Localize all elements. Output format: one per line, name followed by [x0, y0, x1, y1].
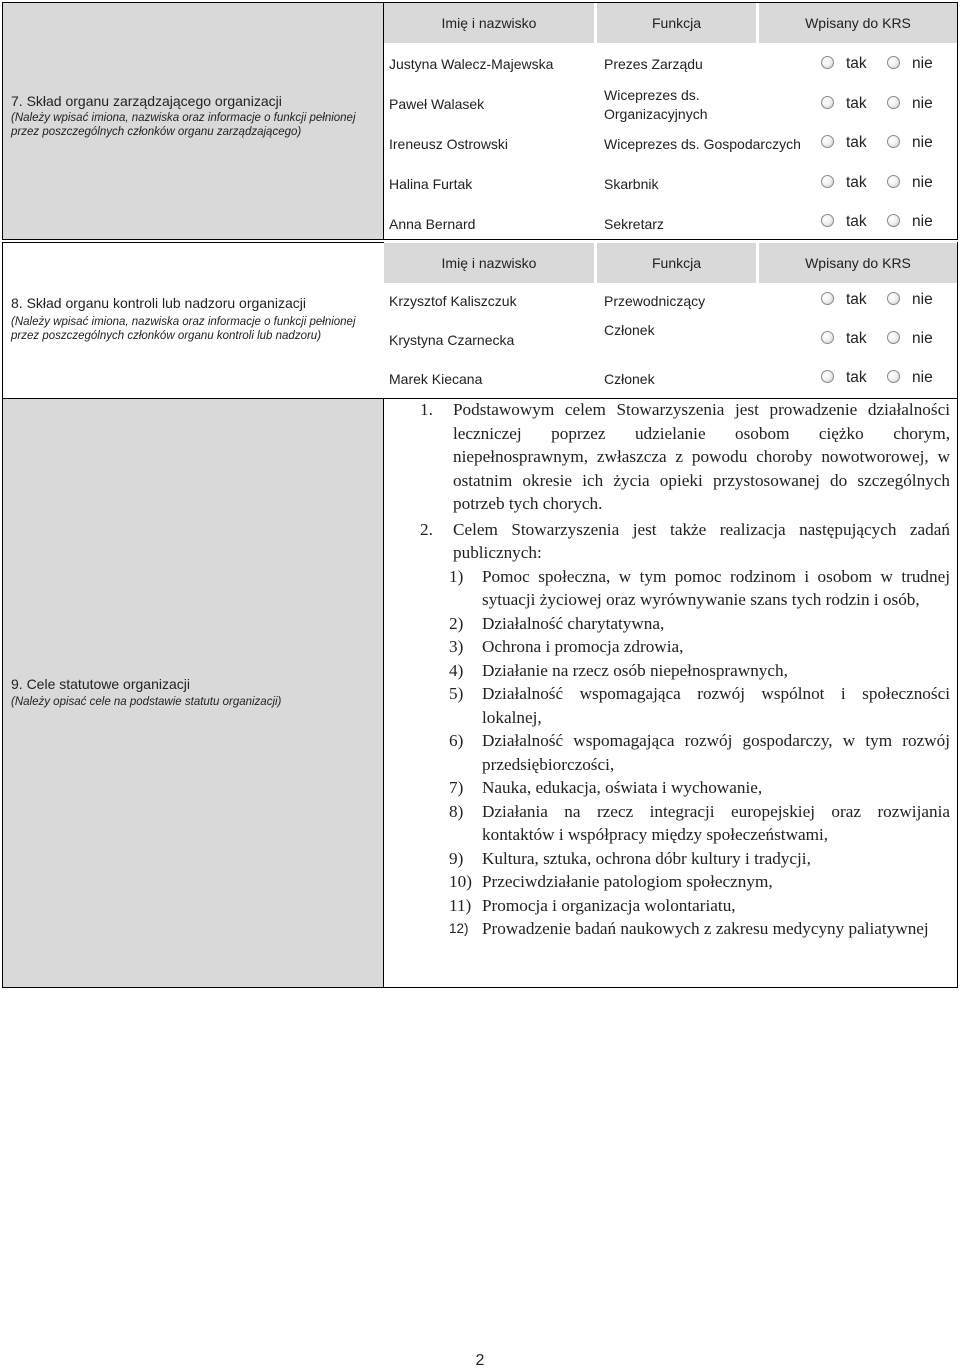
s7-row1-tak-label: tak: [846, 55, 867, 72]
list-item-text: Działalność wspomagająca rozwój wspólnot i społeczności lokalnej,: [482, 684, 950, 727]
s8-row2-tak-label: tak: [846, 330, 867, 347]
section8-header-krs: Wpisany do KRS: [759, 243, 957, 283]
s7-row2-function-line2: Organizacyjnych: [604, 106, 708, 122]
s7-row1-function: Prezes Zarządu: [604, 56, 703, 72]
s7-row3-function: Wiceprezes ds. Gospodarczych: [604, 136, 801, 152]
list-item-text: Prowadzenie badań naukowych z zakresu medycyny paliatywnej: [482, 919, 929, 938]
s8-row2-nie-radio[interactable]: [887, 331, 900, 344]
list-item: [420, 847, 950, 871]
s7-row4-tak-label: tak: [846, 174, 867, 191]
s7-row2-nie-label: nie: [912, 95, 933, 112]
s7-row1-tak-radio[interactable]: [821, 56, 834, 69]
list-item-number: 10): [449, 872, 472, 891]
section7-header-function: Funkcja: [597, 3, 757, 43]
s8-row3-name: Marek Kiecana: [389, 371, 483, 387]
section9-note: (Należy opisać cele na podstawie statutu organizacji): [11, 696, 282, 708]
s7-row5-function: Sekretarz: [604, 216, 664, 232]
s8-row1-tak-radio[interactable]: [821, 292, 834, 305]
s8-row3-function: Członek: [604, 371, 655, 387]
s8-row1-function: Przewodniczący: [604, 293, 706, 309]
s7-row5-nie-radio[interactable]: [887, 214, 900, 227]
list-item-number: 3): [449, 637, 464, 656]
s7-row5-tak-label: tak: [846, 213, 867, 230]
list-item-number: 1): [449, 566, 464, 586]
s7-row2-name: Paweł Walasek: [389, 96, 485, 112]
list-item: [420, 659, 950, 683]
section7-title: 7. Skład organu zarządzającego organizacji: [11, 93, 282, 109]
list-item-text: Nauka, edukacja, oświata i wychowanie,: [482, 778, 763, 797]
section8-label-panel: [2, 242, 384, 398]
s8-row2-tak-radio[interactable]: [821, 331, 834, 344]
section8-header-name: Imię i nazwisko: [384, 243, 595, 283]
s7-row1-nie-label: nie: [912, 55, 933, 72]
goal-paragraph-number: 1.: [420, 400, 433, 419]
s8-row3-nie-label: nie: [912, 369, 933, 386]
s8-row1-nie-radio[interactable]: [887, 292, 900, 305]
s8-row2-nie-label: nie: [912, 330, 933, 347]
s7-row3-name: Ireneusz Ostrowski: [389, 136, 509, 152]
section9-title: 9. Cele statutowe organizacji: [11, 676, 190, 692]
page-number: 2: [475, 1352, 485, 1369]
s8-row2-function: Członek: [604, 322, 655, 338]
list-item: [420, 894, 950, 918]
section8-title: 8. Skład organu kontroli lub nadzoru organizacji: [11, 295, 306, 311]
s7-row1-nie-radio[interactable]: [887, 56, 900, 69]
s8-row1-nie-label: nie: [912, 291, 933, 308]
section7-note: (Należy wpisać imiona, nazwiska oraz informacje o funkcji pełnionej przez poszczególnych członków organu zarządzającego): [11, 112, 356, 138]
goal-paragraph-number: 2.: [420, 519, 433, 539]
section8-note: (Należy wpisać imiona, nazwiska oraz informacje o funkcji pełnionej przez poszczególnych członków organu kontroli lub nadzoru): [11, 316, 356, 342]
list-item-text: Działania na rzecz integracji europejskiej oraz rozwijania kontaktów i współpracy między społeczeństwami,: [482, 801, 950, 844]
s7-row4-nie-radio[interactable]: [887, 175, 900, 188]
list-item-number: 4): [449, 660, 464, 680]
section7-label-panel: [2, 2, 384, 240]
list-item: [420, 870, 950, 894]
s7-row4-function: Skarbnik: [604, 176, 659, 192]
list-item: [420, 917, 950, 941]
list-item: [420, 800, 950, 847]
statutory-goals: [420, 398, 950, 941]
s7-row4-nie-label: nie: [912, 174, 933, 191]
list-item: [420, 682, 950, 729]
s8-row2-name: Krystyna Czarnecka: [389, 332, 515, 348]
section8-right-border: [957, 242, 958, 398]
list-item-number: 9): [449, 848, 464, 868]
s7-row5-name: Anna Bernard: [389, 216, 476, 232]
s8-row3-tak-radio[interactable]: [821, 370, 834, 383]
list-item: [420, 612, 950, 636]
list-item: [420, 729, 950, 776]
section7-header-krs: Wpisany do KRS: [759, 3, 957, 43]
list-item: [420, 635, 950, 659]
goal-paragraph-text: Celem Stowarzyszenia jest także realizacja następujących zadań publicznych:: [453, 519, 950, 562]
s7-row4-name: Halina Furtak: [389, 176, 473, 192]
s8-row3-nie-radio[interactable]: [887, 370, 900, 383]
list-item-number: 8): [449, 801, 464, 821]
section7-header-name: Imię i nazwisko: [384, 3, 595, 43]
s8-row1-tak-label: tak: [846, 291, 867, 308]
s7-row2-nie-radio[interactable]: [887, 96, 900, 109]
s7-row2-tak-label: tak: [846, 95, 867, 112]
list-item: [420, 565, 950, 612]
s8-row1-name: Krzysztof Kaliszczuk: [389, 293, 517, 309]
list-item-number: 6): [449, 731, 464, 750]
s8-row3-tak-label: tak: [846, 369, 867, 386]
list-item-number: 12): [449, 921, 469, 936]
list-item-text: Pomoc społeczna, w tym pomoc rodzinom i osobom w trudnej sytuacji życiowej oraz wyrównywanie szans tych rodzin i osób,: [482, 566, 950, 609]
s7-row3-nie-label: nie: [912, 134, 933, 151]
list-item-number: 5): [449, 684, 464, 703]
goal-paragraph-1: [420, 398, 950, 516]
s7-row5-nie-label: nie: [912, 213, 933, 230]
s7-row1-name: Justyna Walecz-Majewska: [389, 56, 554, 72]
list-item-text: Przeciwdziałanie patologiom społecznym,: [482, 872, 773, 891]
s7-row4-tak-radio[interactable]: [821, 175, 834, 188]
list-item-text: Działalność wspomagająca rozwój gospodarczy, w tym rozwój przedsiębiorczości,: [482, 731, 950, 774]
list-item-text: Promocja i organizacja wolontariatu,: [482, 895, 736, 915]
list-item-text: Działanie na rzecz osób niepełnosprawnych,: [482, 660, 788, 680]
list-item-number: 7): [449, 778, 464, 797]
list-item-text: Ochrona i promocja zdrowia,: [482, 637, 684, 656]
list-item-text: Działalność charytatywna,: [482, 613, 665, 633]
s7-row2-function-line1: Wiceprezes ds.: [604, 87, 700, 103]
section8-header-function: Funkcja: [597, 243, 757, 283]
section9-label-panel: [2, 398, 384, 988]
list-item: [420, 776, 950, 800]
s7-row2-tak-radio[interactable]: [821, 96, 834, 109]
s7-row3-tak-label: tak: [846, 134, 867, 151]
list-item-number: 11): [449, 895, 472, 915]
goal-paragraph-text: Podstawowym celem Stowarzyszenia jest prowadzenie działalności leczniczej poprzez udzielanie osobom ciężko chorym, niepełnosprawnym, zwłaszcza z powodu choroby nowotworowej, w ostatnim okresie ich życia opieki przystosowanej do szczególnych potrzeb tych chorych.: [453, 400, 950, 513]
list-item-text: Kultura, sztuka, ochrona dóbr kultury i tradycji,: [482, 848, 811, 868]
s7-row5-tak-radio[interactable]: [821, 214, 834, 227]
s7-row3-tak-radio[interactable]: [821, 135, 834, 148]
goal-paragraph-2: [420, 518, 950, 565]
list-item-number: 2): [449, 613, 464, 633]
s7-row3-nie-radio[interactable]: [887, 135, 900, 148]
